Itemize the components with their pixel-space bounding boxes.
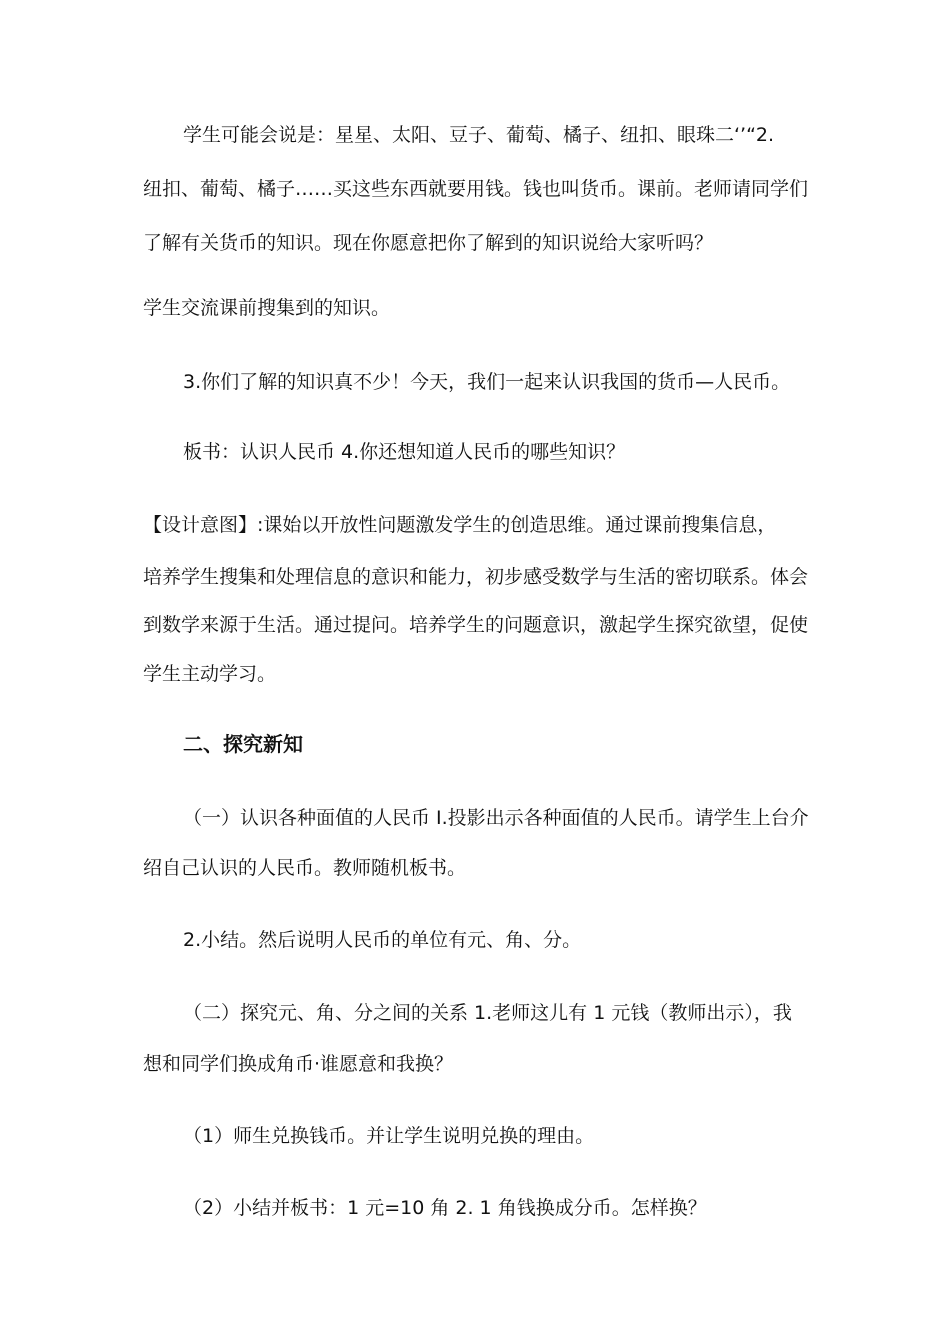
paragraph-line: 到数学来源于生活。通过提问。培养学生的问题意识，激起学生探究欲望，促使 xyxy=(143,614,809,636)
paragraph-line: 【设计意图】:课始以开放性问题激发学生的创造思维。通过课前搜集信息， xyxy=(143,514,777,536)
paragraph-line: （一）认识各种面值的人民币 I.投影出示各种面值的人民币。请学生上台介 xyxy=(183,807,809,829)
paragraph-line: 纽扣、葡萄、橘子……买这些东西就要用钱。钱也叫货币。课前。老师请同学们 xyxy=(143,178,809,200)
section-heading: 二、探究新知 xyxy=(183,732,303,756)
paragraph-line: （2）小结并板书：1 元=10 角 2. 1 角钱换成分币。怎样换？ xyxy=(183,1197,707,1219)
paragraph-line: 学生可能会说是：星星、太阳、豆子、葡萄、橘子、纽扣、眼珠二‘’“2. xyxy=(183,124,775,146)
paragraph-line: （二）探究元、角、分之间的关系 1.老师这儿有 1 元钱（教师出示），我 xyxy=(183,1002,792,1024)
paragraph-line: 绍自己认识的人民币。教师随机板书。 xyxy=(143,857,467,879)
paragraph-line: 板书：认识人民币 4.你还想知道人民币的哪些知识？ xyxy=(183,441,626,463)
paragraph-line: 3.你们了解的知识真不少！今天，我们一起来认识我国的货币—人民币。 xyxy=(183,371,791,393)
paragraph-line: 学生主动学习。 xyxy=(143,663,277,685)
paragraph-line: 想和同学们换成角币·谁愿意和我换？ xyxy=(143,1053,454,1075)
paragraph-line: 学生交流课前搜集到的知识。 xyxy=(143,297,391,319)
paragraph-line: 了解有关货币的知识。现在你愿意把你了解到的知识说给大家听吗？ xyxy=(143,232,714,254)
paragraph-line: （1）师生兑换钱币。并让学生说明兑换的理由。 xyxy=(183,1125,595,1147)
paragraph-line: 培养学生搜集和处理信息的意识和能力，初步感受数学与生活的密切联系。体会 xyxy=(143,566,809,588)
paragraph-line: 2.小结。然后说明人民币的单位有元、角、分。 xyxy=(183,929,582,951)
